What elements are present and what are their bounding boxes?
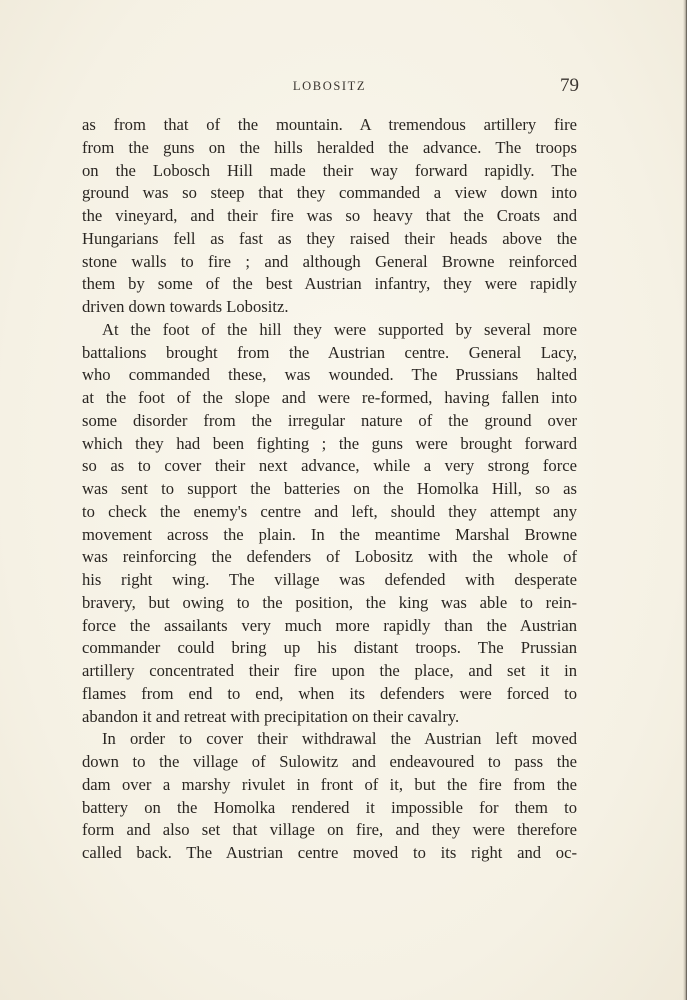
text-line: ground was so steep that they commanded a view down into: [82, 183, 577, 203]
body-text: [82, 114, 577, 865]
text-line: At the foot of the hill they were supported by several more: [102, 319, 577, 339]
text-line: some disorder from the irregular nature of the ground over: [82, 410, 577, 430]
text-line: who commanded these, was wounded. The Prussians halted: [82, 365, 577, 385]
text-line: was sent to support the batteries on the Homolka Hill, so as: [82, 479, 577, 498]
text-line: on the Lobosch Hill made their way forward rapidly. The: [82, 160, 577, 180]
text-line: driven down towards Lobositz.: [82, 297, 289, 316]
text-line: bravery, but owing to the position, the king was able to rein-: [82, 592, 577, 612]
text-line: them by some of the best Austrian infantry, they were rapidly: [82, 274, 577, 294]
text-line: which they had been fighting ; the guns were brought forward: [82, 433, 577, 453]
text-line: battery on the Homolka rendered it impossible for them to: [82, 797, 577, 817]
text-line: flames from end to end, when its defenders were forced to: [82, 683, 577, 703]
text-line: movement across the plain. In the meantime Marshal Browne: [82, 524, 577, 544]
text-line: dam over a marshy rivulet in front of it, but the fire from the: [82, 774, 577, 794]
running-head: LOBOSITZ: [292, 79, 367, 93]
text-line: artillery concentrated their fire upon the place, and set it in: [82, 661, 577, 680]
text-line: his right wing. The village was defended with desperate: [82, 570, 577, 589]
page-edge: [683, 0, 687, 1000]
page-number: 79: [560, 75, 579, 96]
text-line: to check the enemy's centre and left, should they attempt any: [82, 501, 577, 521]
text-line: force the assailants very much more rapidly than the Austrian: [82, 615, 577, 635]
text-line: down to the village of Sulowitz and endeavoured to pass the: [82, 752, 577, 771]
text-line: as from that of the mountain. A tremendous artillery fire: [82, 115, 577, 134]
text-line: abandon it and retreat with precipitation on their cavalry.: [82, 706, 460, 726]
page-header: [82, 74, 577, 102]
text-line: form and also set that village on fire, and they were therefore: [82, 820, 577, 840]
text-line: Hungarians fell as fast as they raised their heads above the: [82, 228, 577, 248]
text-line: at the foot of the slope and were re-formed, having fallen into: [82, 388, 577, 407]
text-line: was reinforcing the defenders of Lobositz with the whole of: [82, 547, 577, 567]
text-line: stone walls to fire ; and although General Browne reinforced: [82, 251, 577, 271]
text-line: In order to cover their withdrawal the Austrian left moved: [102, 729, 577, 749]
text-line: commander could bring up his distant troops. The Prussian: [82, 638, 577, 658]
text-line: so as to cover their next advance, while a very strong force: [82, 456, 577, 476]
text-line: from the guns on the hills heralded the advance. The troops: [82, 137, 577, 157]
text-line: battalions brought from the Austrian centre. General Lacy,: [82, 342, 577, 362]
text-line: called back. The Austrian centre moved to its right and oc-: [82, 843, 577, 862]
text-line: the vineyard, and their fire was so heavy that the Croats and: [82, 206, 577, 225]
